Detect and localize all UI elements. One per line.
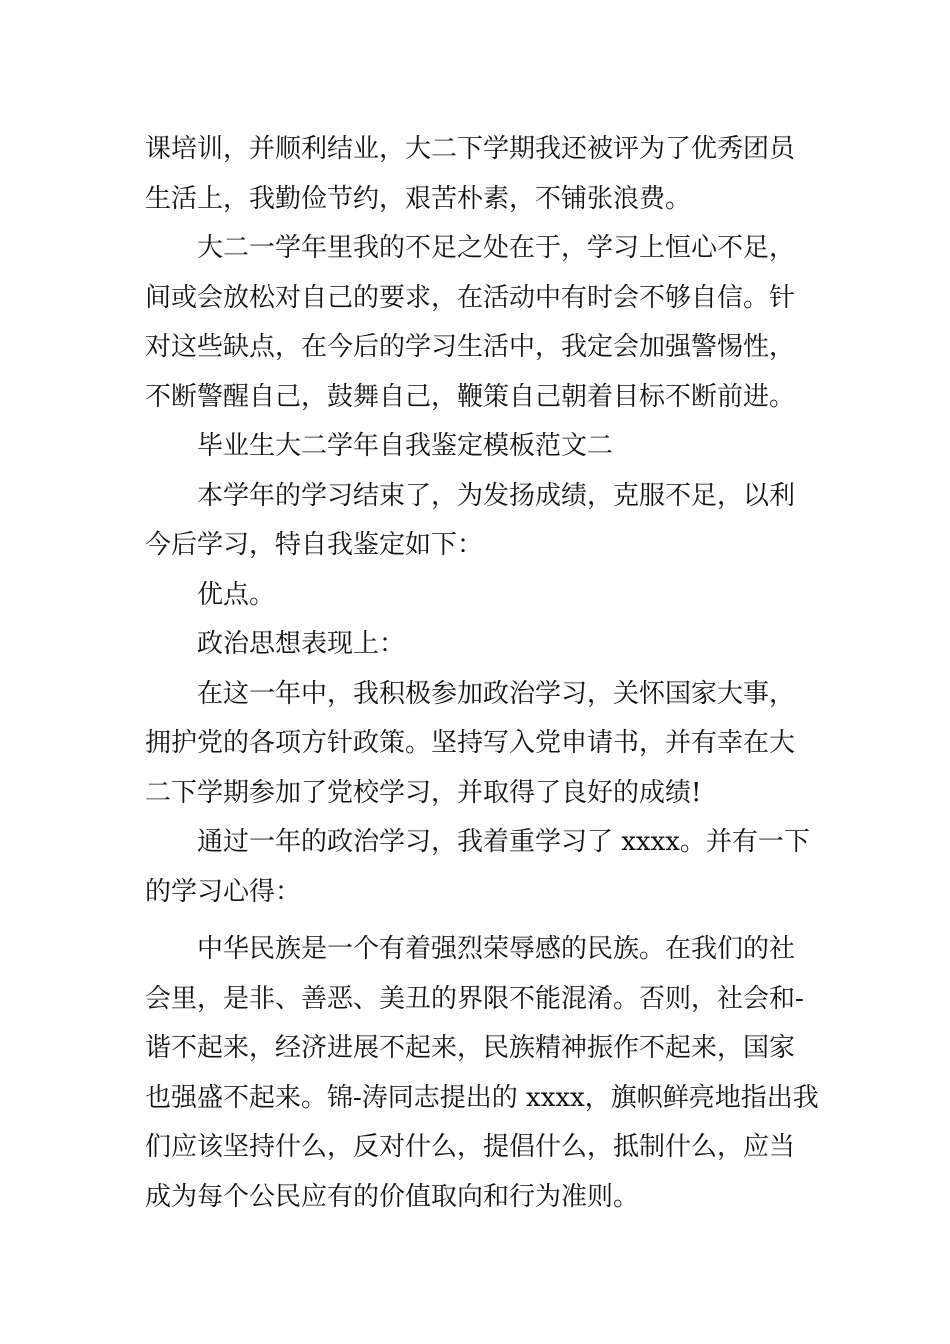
text-line: 也强盛不起来。锦-涛同志提出的 xxxx，旗帜鲜亮地指出我 [145,1082,819,1113]
text-line: 的学习心得： [145,876,302,907]
paragraph-gap [145,917,810,925]
text-line: 二下学期参加了党校学习，并取得了良好的成绩! [145,777,702,808]
text-line: 中华民族是一个有着强烈荣辱感的民族。在我们的社 [197,934,796,964]
text-line: 成为每个公民应有的价值取向和行为准则。 [145,1181,640,1212]
document-body [145,125,819,1222]
text-line: 拥护党的各项方针政策。坚持写入党申请书，并有幸在大 [145,728,796,758]
text-line: 生活上，我勤俭节约，艰苦朴素，不铺张浪费。 [145,183,692,214]
text-line: 本学年的学习结束了，为发扬成绩，克服不足，以利 [197,480,796,511]
text-line: 今后学习，特自我鉴定如下： [145,530,484,560]
text-line: 课培训，并顺利结业，大二下学期我还被评为了优秀团员 [145,134,796,164]
text-line: 们应该坚持什么，反对什么，提倡什么，抵制什么，应当 [145,1132,796,1162]
text-line: 通过一年的政治学习，我着重学习了 xxxx。并有一下 [197,827,810,857]
text-line: 谐不起来，经济进展不起来，民族精神振作不起来，国家 [145,1033,796,1063]
text-line: 不断警醒自己，鼓舞自己，鞭策自己朝着目标不断前进。 [145,381,796,412]
text-line: 在这一年中，我积极参加政治学习，关怀国家大事， [197,678,796,709]
text-line: 会里，是非、善恶、美丑的界限不能混淆。否则，社会和- [145,983,804,1014]
text-line: 优点。 [197,579,276,610]
text-line: 大二一学年里我的不足之处在于，学习上恒心不足， [197,233,796,263]
text-line: 对这些缺点，在今后的学习生活中，我定会加强警惕性， [145,332,796,362]
text-line: 间或会放松对自己的要求，在活动中有时会不够自信。针 [145,282,796,313]
text-line: 政治思想表现上： [197,629,406,659]
section-heading: 毕业生大二学年自我鉴定模板范文二 [197,431,614,461]
